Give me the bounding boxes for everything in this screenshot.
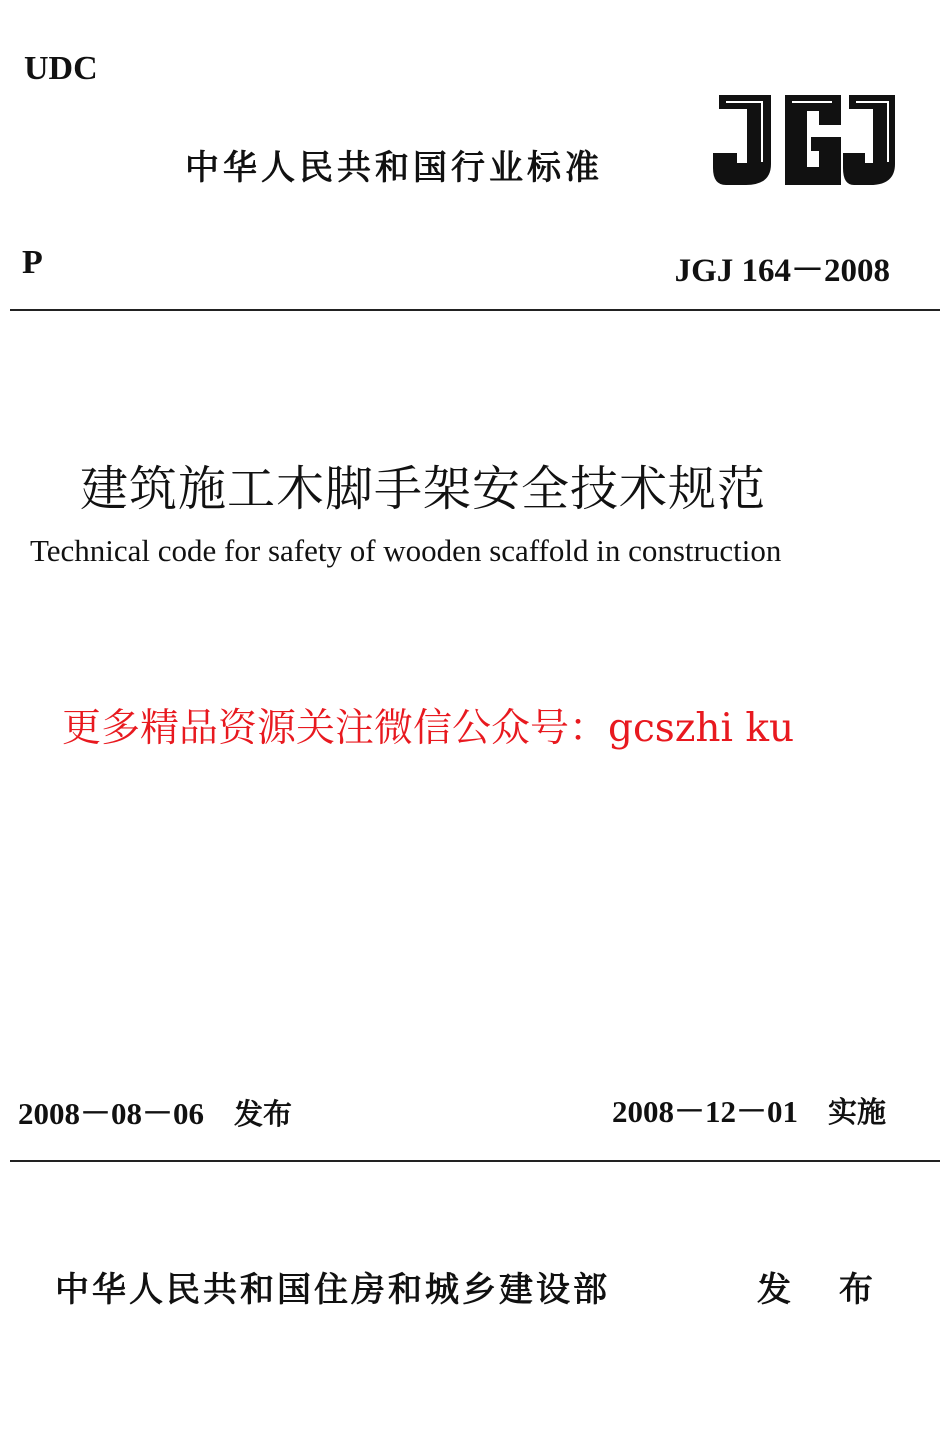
udc-label: UDC (24, 50, 98, 87)
classification-label: P (22, 244, 43, 281)
wechat-notice: 更多精品资源关注微信公众号：gcszhi ku (62, 706, 795, 751)
title-chinese: 建筑施工木脚手架安全技术规范 (80, 461, 767, 517)
top-divider (10, 309, 940, 311)
title-english: Technical code for safety of wooden scaffold in construction (30, 533, 782, 568)
issuer-heading: 中华人民共和国行业标准 (185, 148, 603, 188)
bottom-divider (10, 1160, 940, 1162)
jgj-logo (712, 88, 897, 188)
effective-date-block (612, 1086, 886, 1131)
issue-date-block (18, 1088, 292, 1133)
issue-label: 发布 (234, 1097, 293, 1131)
issue-date: 2008－08－06 (18, 1096, 204, 1131)
publisher-name: 中华人民共和国住房和城乡建设部 (55, 1270, 610, 1310)
effective-date: 2008－12－01 (611, 1094, 798, 1129)
standard-code: JGJ 164－2008 (674, 253, 890, 289)
effective-label: 实施 (827, 1095, 886, 1129)
publish-label: 发 布 (757, 1270, 891, 1310)
